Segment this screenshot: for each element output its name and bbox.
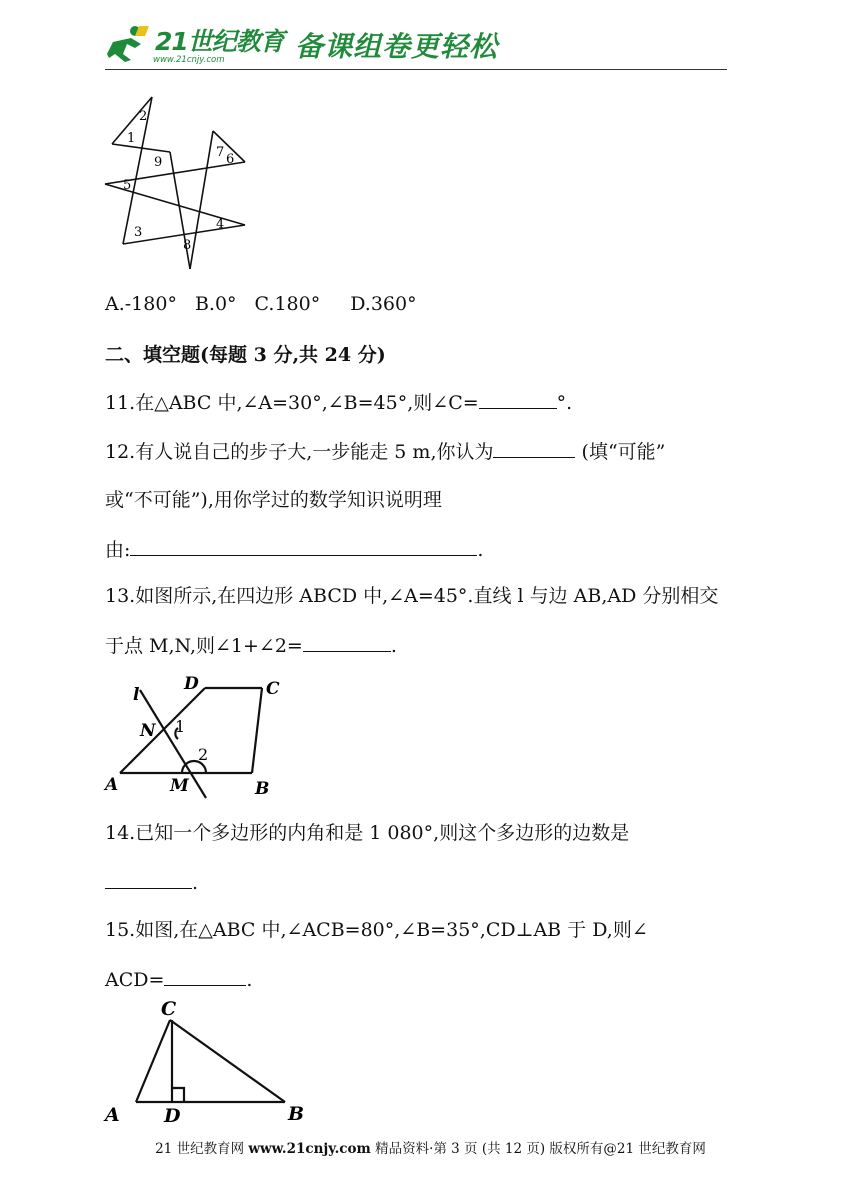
fig1-label-8: 8 [183, 238, 192, 253]
header-slogan: 备课组卷更轻松 [295, 30, 499, 63]
fig15-label-b: B [288, 1103, 305, 1125]
logo-url[interactable]: www.21cnjy.com [153, 55, 225, 65]
header-divider [105, 69, 727, 70]
fig13-label-1: 1 [175, 717, 186, 736]
question-14-line1: 14.已知一个多边形的内角和是 1 080°,则这个多边形的边数是 [105, 822, 630, 844]
question-14-line2: . [105, 870, 198, 895]
question-15-line2: ACD= . [105, 969, 253, 991]
footer-site: 21 世纪教育网 [155, 1141, 245, 1157]
q10-options [105, 292, 417, 316]
fig13-label-a: A [105, 775, 119, 795]
question-11: 11.在△ABC 中,∠A=30°,∠B=45°,则∠C= °. [105, 392, 573, 414]
option-d: D.360° [350, 293, 417, 315]
fig1-label-1: 1 [127, 131, 136, 146]
question-12-line2: 或“不可能”),用你学过的数学知识说明理 [105, 489, 442, 511]
figure-triangle-altitude [100, 994, 315, 1128]
fig13-label-b: B [255, 779, 270, 799]
fig13-label-l: l [133, 685, 140, 705]
fig1-label-5: 5 [123, 178, 132, 193]
q11-answer-blank[interactable] [479, 390, 557, 409]
q15-answer-blank[interactable] [164, 967, 246, 986]
footer-url[interactable]: www.21cnjy.com [248, 1141, 371, 1157]
option-a: A.-180° [105, 293, 177, 315]
fig1-label-3: 3 [134, 225, 143, 240]
fig1-label-4: 4 [216, 217, 225, 232]
figure-quadrilateral-abcd [100, 672, 300, 802]
q12-reason-blank[interactable] [130, 537, 477, 556]
page-footer [0, 1137, 861, 1157]
fig15-label-c: C [161, 998, 177, 1020]
footer-page-info: 精品资料·第 3 页 (共 12 页) 版权所有@21 世纪教育网 [375, 1141, 706, 1157]
fig13-label-d: D [184, 674, 199, 694]
fig13-label-m: M [170, 776, 189, 796]
q12-answer-blank[interactable] [493, 439, 575, 458]
question-12-line3: 由: . [105, 539, 484, 561]
runner-logo-icon [105, 24, 151, 64]
fig1-label-7: 7 [216, 145, 225, 160]
option-b: B.0° [194, 293, 237, 315]
fig1-label-2: 2 [139, 109, 148, 124]
fig1-label-6: 6 [226, 152, 235, 167]
page-header [105, 22, 727, 70]
q14-answer-blank[interactable] [105, 870, 192, 889]
fig15-label-d: D [164, 1105, 181, 1127]
logo-text: 21世纪教育 [155, 27, 284, 56]
fig13-label-2: 2 [198, 745, 209, 764]
fig1-label-9: 9 [154, 155, 163, 170]
question-13-line1: 13.如图所示,在四边形 ABCD 中,∠A=45°.直线 l 与边 AB,AD 分别相交 [105, 585, 719, 607]
question-13-line2: 于点 M,N,则∠1+∠2= . [105, 635, 397, 657]
q13-answer-blank[interactable] [303, 633, 391, 652]
figure-angles-1-9 [100, 92, 260, 274]
fig13-label-c: C [266, 679, 280, 699]
fig15-label-a: A [105, 1104, 120, 1126]
option-c: C.180° [254, 293, 321, 315]
section-title: 二、填空题(每题 3 分,共 24 分) [105, 344, 386, 366]
question-12-line1: 12.有人说自己的步子大,一步能走 5 m,你认为 (填“可能” [105, 441, 666, 463]
fig13-label-n: N [140, 721, 156, 741]
question-15-line1: 15.如图,在△ABC 中,∠ACB=80°,∠B=35°,CD⊥AB 于 D,则∠ [105, 919, 648, 941]
